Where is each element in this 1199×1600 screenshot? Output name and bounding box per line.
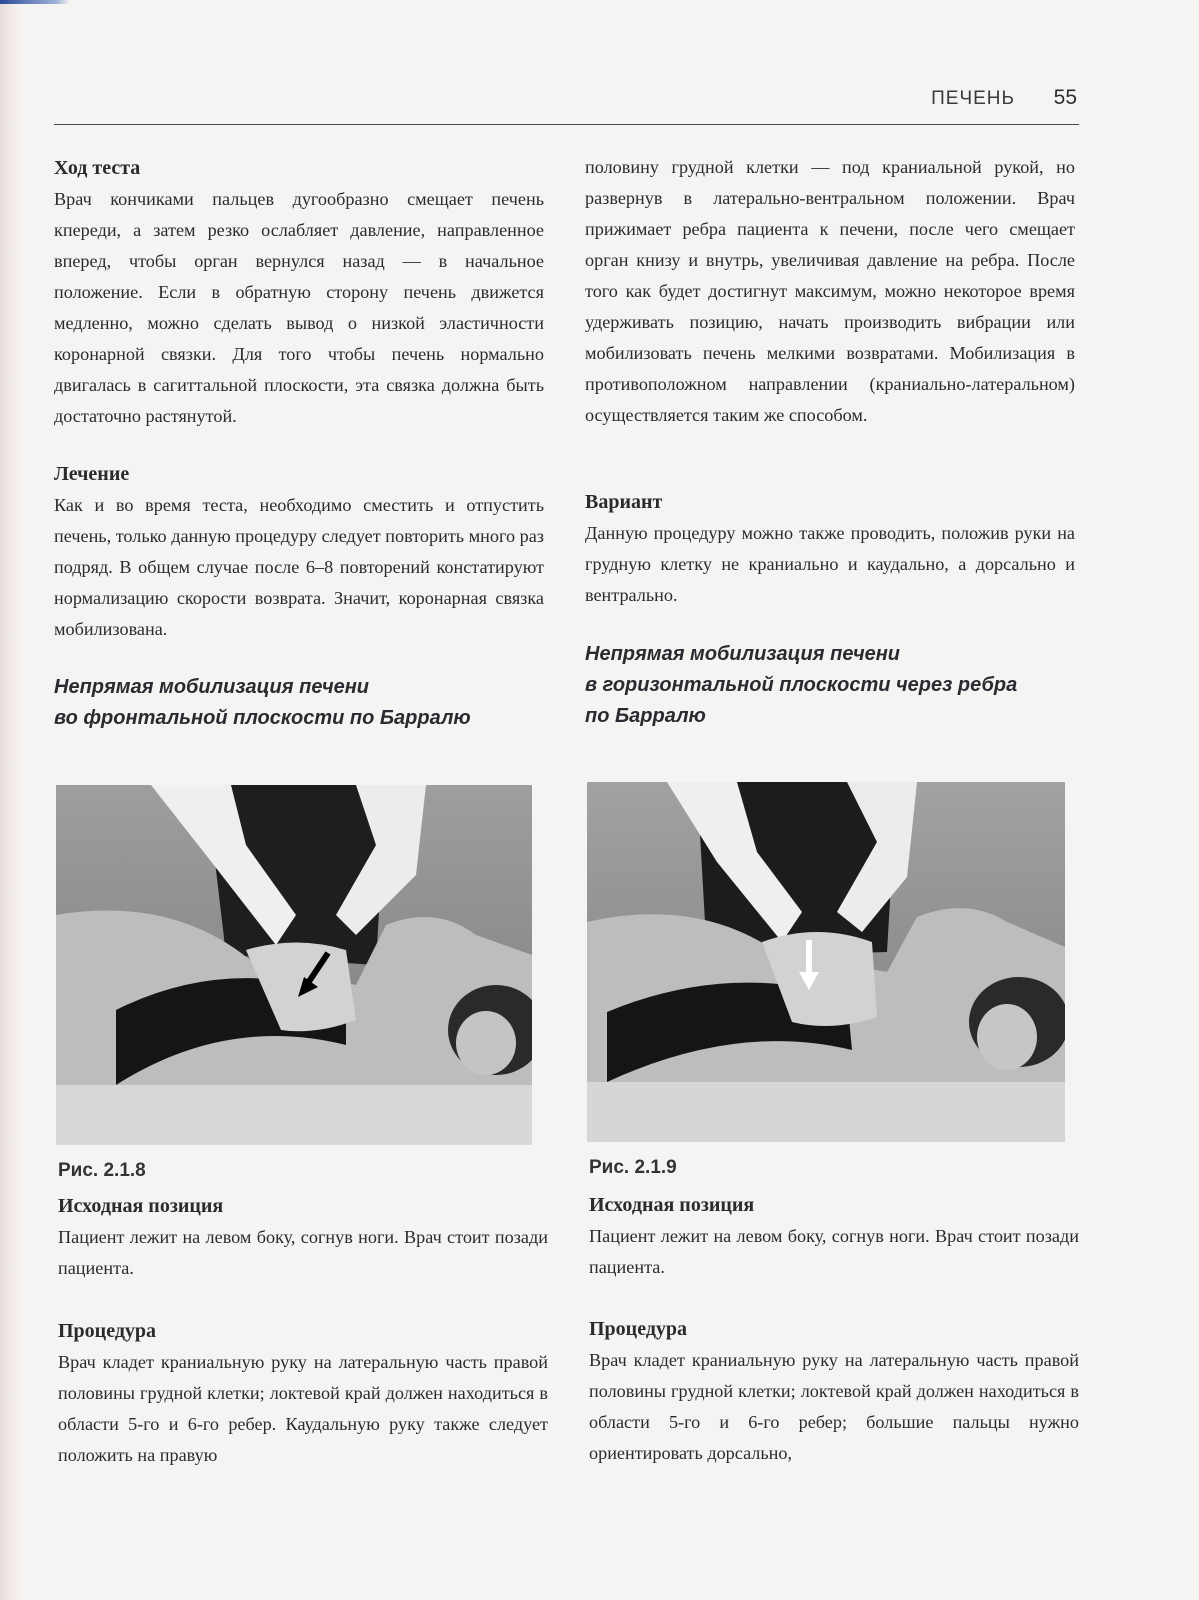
procedure-heading-left: Процедура [58, 1320, 157, 1342]
variant-section [585, 490, 1075, 611]
figure-2-1-8-caption: Рис. 2.1.8 [58, 1160, 146, 1181]
start-paragraph-left: Пациент лежит на левом боку, согнув ноги. Врач стоит позади пациента. [58, 1227, 548, 1278]
procedure-paragraph-left: Врач кладет краниальную руку на латеральную часть правой половины грудной клетки; локтевой край должен находиться в области 5-го и 6-го ребер. Каудальную руку также следует положить на правую [58, 1352, 548, 1465]
figure-2-1-9-photo [587, 782, 1065, 1142]
section-title-horizontal [585, 639, 1075, 732]
figure-2-1-8-photo [56, 785, 532, 1145]
figure-2-1-9-caption: Рис. 2.1.9 [589, 1157, 677, 1178]
start-paragraph-right: Пациент лежит на левом боку, согнув ноги. Врач стоит позади пациента. [589, 1226, 1079, 1277]
start-heading-right: Исходная позиция [589, 1194, 755, 1216]
variant-paragraph: Данную процедуру можно также проводить, положив руки на грудную клетку не краниально и каудально, а дорсально и вентрально. [585, 523, 1075, 605]
patient-face [456, 1011, 516, 1075]
procedure-heading-right: Процедура [589, 1318, 688, 1340]
continuation-paragraph: половину грудной клетки — под краниальной рукой, но развернув в латерально-вентральном положении. Врач прижимает ребра пациента к печени, после чего смещает орган книзу и внутрь, увеличивая давление на ребра. После того как будет достигнут максимум, можно некоторое время удерживать позицию, начать производить вибрации или мобилизовать печень мелкими возвратами. Мобилизация в противоположном направлении (краниально-латеральном) осуществляется таким же способом. [585, 157, 1075, 425]
running-head [54, 88, 1079, 125]
page-number: 55 [1053, 86, 1077, 109]
variant-heading: Вариант [585, 491, 663, 513]
treatment-section [54, 462, 544, 645]
test-heading: Ход теста [54, 157, 141, 179]
procedure-section-left [58, 1319, 548, 1471]
start-heading-left: Исходная позиция [58, 1195, 224, 1217]
figure-2-1-8-illustration [56, 785, 532, 1145]
section-title-frontal [54, 672, 544, 734]
top-color-accent [0, 0, 70, 4]
section-title-line-1: Непрямая мобилизация печени [54, 676, 370, 698]
procedure-paragraph-right: Врач кладет краниальную руку на латеральную часть правой половины грудной клетки; локтевой край должен находиться в области 5-го и 6-го ребер; большие пальцы нужно ориентировать дорсально, [589, 1350, 1079, 1463]
book-spine-shadow [0, 0, 22, 1600]
treatment-heading: Лечение [54, 463, 130, 485]
procedure-section-right [589, 1317, 1079, 1469]
section-title-line-1: Непрямая мобилизация печени [585, 643, 901, 665]
test-paragraph: Врач кончиками пальцев дугообразно смещает печень кпереди, а затем резко ослабляет давление, направленное вперед, чтобы орган вернулся назад — в начальное положение. Если в обратную сторону печень движется медленно, можно сделать вывод о низкой эластичности коронарной связки. Для того чтобы печень нормально двигалась в сагиттальной плоскости, эта связка должна быть достаточно растянутой. [54, 189, 544, 426]
figure-2-1-9-illustration [587, 782, 1065, 1142]
patient-face [977, 1004, 1037, 1070]
section-title-line-3: по Барралю [585, 705, 706, 727]
test-section [54, 156, 544, 432]
continuation-section [585, 152, 1075, 431]
start-position-section-left [58, 1194, 548, 1284]
section-title-line-2: в горизонтальной плоскости через ребра [585, 674, 1018, 696]
start-position-section-right [589, 1193, 1079, 1283]
running-head-title: ПЕЧЕНЬ [931, 88, 1015, 109]
section-title-line-2: во фронтальной плоскости по Барралю [54, 707, 471, 729]
treatment-paragraph: Как и во время теста, необходимо сместить и отпустить печень, только данную процедуру следует повторить много раз подряд. В общем случае после 6–8 повторений констатируют нормализацию скорости возврата. Значит, коронарная связка мобилизована. [54, 495, 544, 639]
